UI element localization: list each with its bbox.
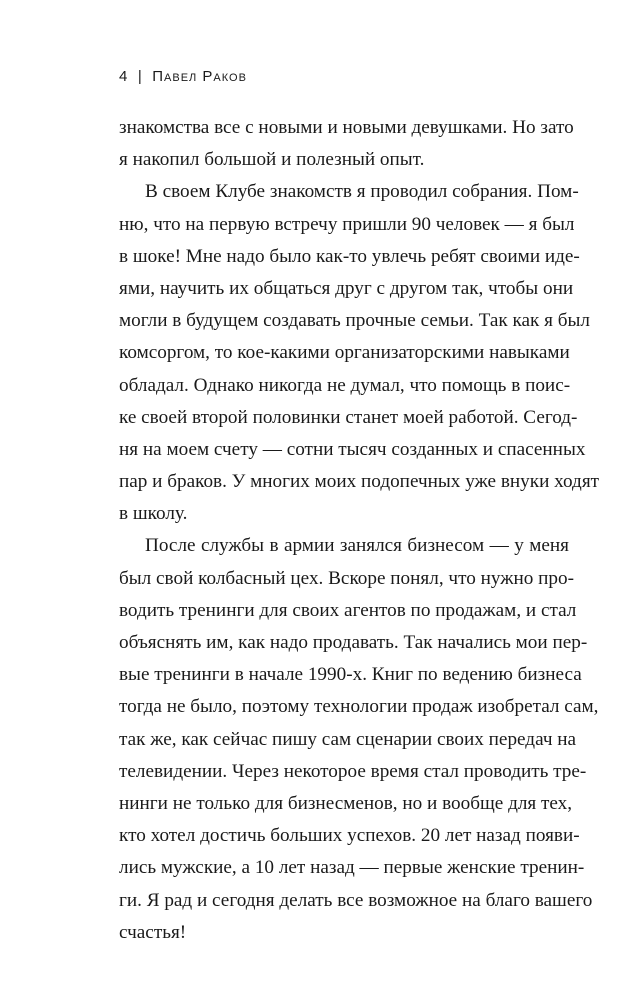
- text-line: могли в будущем создавать прочные семьи. Так как я был: [119, 310, 591, 332]
- text-line: в шоке! Мне надо было как-то увлечь ребят своими иде-: [119, 245, 580, 267]
- text-line: так же, как сейчас пишу сам сценарии своих передач на: [119, 728, 577, 750]
- text-line: После службы в армии занялся бизнесом — у меня: [145, 535, 569, 557]
- text-line: пар и браков. У многих моих подопечных уже внуки ходят: [119, 471, 600, 493]
- body-text: [119, 112, 600, 949]
- text-line: ке своей второй половинки станет моей работой. Сегод-: [119, 406, 578, 428]
- text-line: телевидении. Через некоторое время стал проводить тре-: [119, 760, 587, 782]
- text-line: вые тренинги в начале 1990-х. Книг по ведению бизнеса: [119, 664, 582, 686]
- text-line: я накопил большой и полезный опыт.: [119, 149, 425, 171]
- text-line: был свой колбасный цех. Вскоре понял, что нужно про-: [119, 567, 574, 589]
- text-line: знакомства все с новыми и новыми девушками. Но зато: [119, 117, 574, 138]
- text-line: в школу.: [119, 503, 188, 525]
- text-line: тогда не было, поэтому технологии продаж изобретал сам,: [119, 696, 599, 718]
- text-line: лись мужские, а 10 лет назад — первые женские тренин-: [119, 857, 585, 879]
- text-line: ню, что на первую встречу пришли 90 человек — я был: [119, 213, 575, 235]
- running-head: [119, 68, 247, 85]
- text-line: ги. Я рад и сегодня делать все возможное на благо вашего: [119, 889, 593, 911]
- text-line: водить тренинги для своих агентов по продажам, и стал: [119, 599, 577, 621]
- text-line: ями, научить их общаться друг с другом так, чтобы они: [119, 277, 574, 299]
- text-line: комсоргом, то кое-какими организаторскими навыками: [119, 342, 570, 364]
- text-line: счастья!: [119, 921, 187, 943]
- text-line: нинги не только для бизнесменов, но и вообще для тех,: [119, 792, 573, 814]
- running-head-separator: |: [137, 68, 143, 85]
- author-name: Павел Раков: [152, 68, 247, 85]
- text-line: кто хотел достичь больших успехов. 20 лет назад появи-: [119, 825, 580, 847]
- text-line: ня на моем счету — сотни тысяч созданных и спасенных: [119, 438, 586, 460]
- text-line: обладал. Однако никогда не думал, что помощь в поис-: [119, 374, 571, 396]
- text-line: В своем Клубе знакомств я проводил собрания. Пом-: [145, 181, 579, 203]
- text-line: объяснять им, как надо продавать. Так начались мои пер-: [119, 632, 588, 653]
- page-number: 4: [119, 68, 128, 85]
